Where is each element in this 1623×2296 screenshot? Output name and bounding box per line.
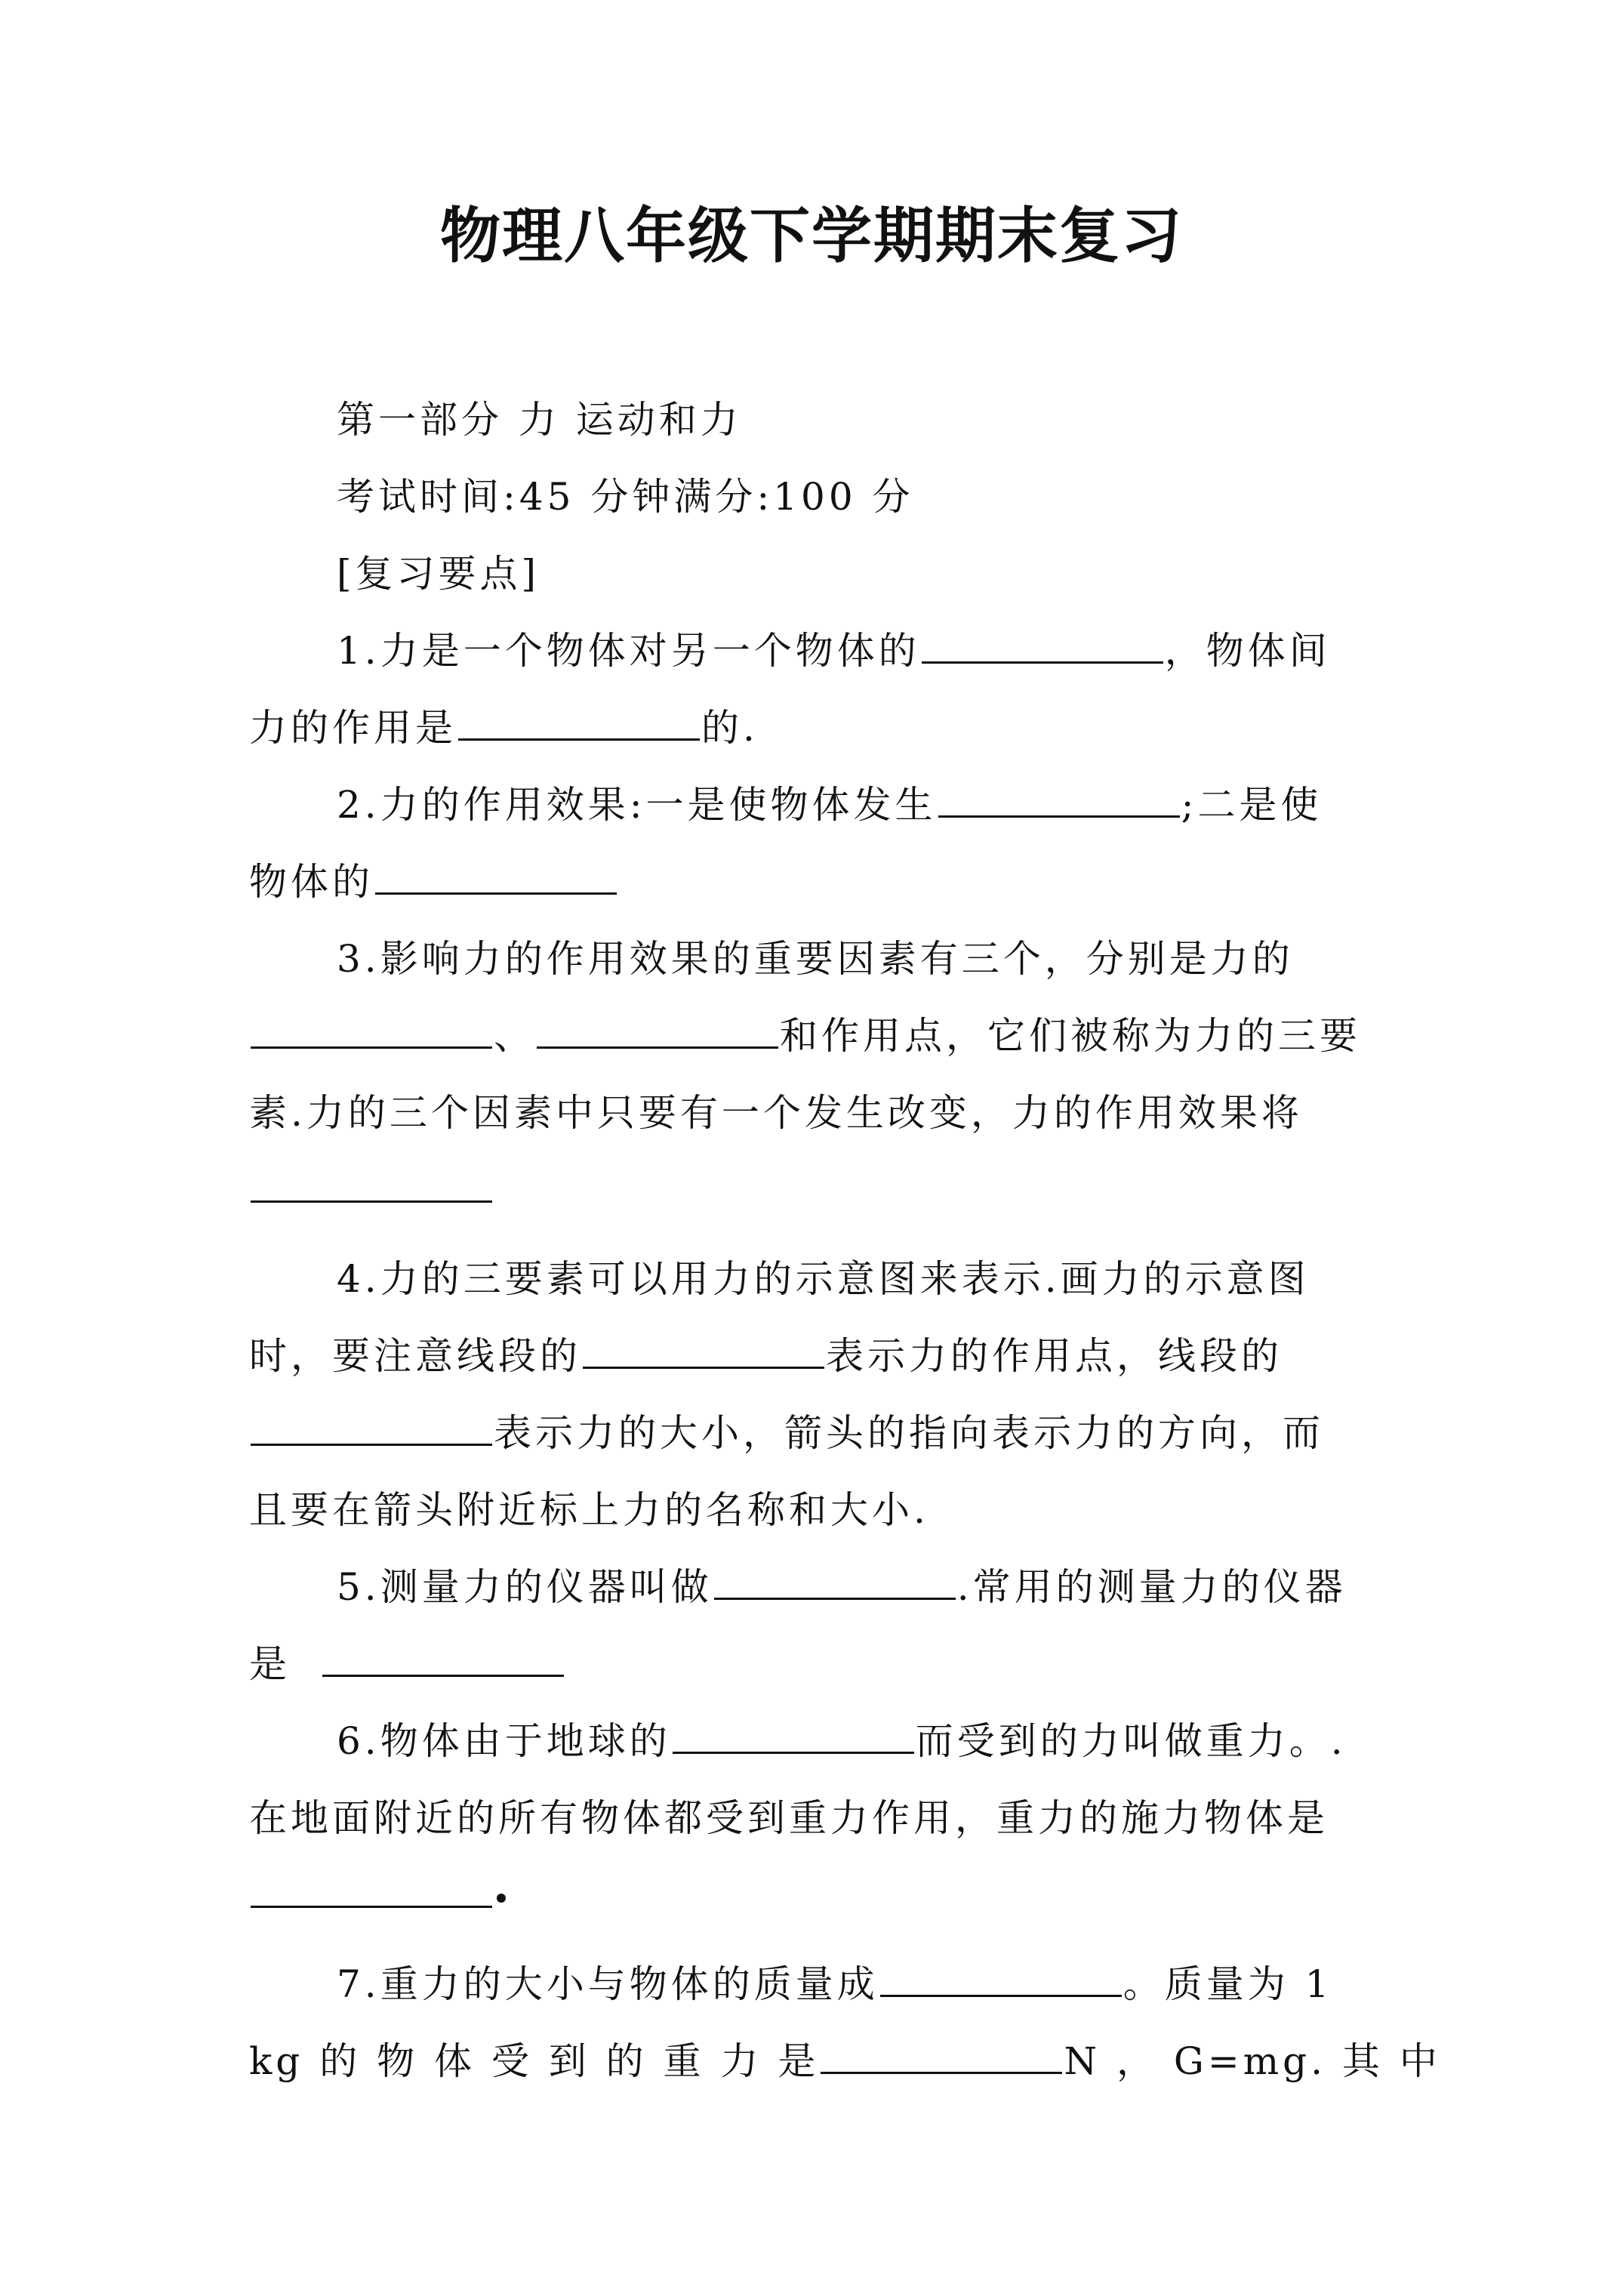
question-3-line-1 — [249, 920, 1389, 997]
question-text: kg 的 物 体 受 到 的 重 力 是 — [249, 2039, 820, 2083]
answer-blank[interactable] — [322, 1667, 564, 1677]
question-4-line-3 — [249, 1395, 1389, 1472]
answer-blank[interactable] — [251, 1193, 492, 1203]
question-7-line-2 — [249, 2023, 1441, 2100]
question-1-line-2 — [249, 689, 1389, 766]
question-text: 1.力是一个物体对另一个物体的 — [337, 629, 920, 673]
question-4-line-2 — [249, 1318, 1389, 1395]
page-title: 物理八年级下学期期末复习 — [440, 200, 1183, 271]
question-3-line-3 — [249, 1074, 1389, 1151]
question-2-line-2 — [249, 843, 1389, 920]
question-text: 6.物体由于地球的 — [337, 1719, 671, 1763]
question-text: 。质量为 1 — [1123, 1962, 1333, 2006]
section-heading: 第一部分 力 运动和力 — [337, 398, 742, 442]
question-text: 3.影响力的作用效果的重要因素有三个，分别是力的 — [337, 937, 1294, 981]
question-text: 力的作用是 — [249, 706, 457, 750]
question-text: 是 — [249, 1642, 291, 1686]
review-points-heading: [复习要点] — [337, 552, 540, 596]
question-text: 4.力的三要素可以用力的示意图来表示.画力的示意图 — [337, 1257, 1310, 1301]
exam-info: 考试时间:45 分钟满分:100 分 — [337, 475, 914, 519]
question-text: 素.力的三个因素中只要有一个发生改变，力的作用效果将 — [249, 1091, 1303, 1135]
question-text: 且要在箭头附近标上力的名称和大小. — [249, 1488, 929, 1532]
question-3-line-4 — [249, 1151, 1389, 1240]
question-text: 、 — [494, 1014, 535, 1058]
answer-blank[interactable] — [251, 1436, 492, 1446]
question-1-line-1 — [249, 612, 1389, 689]
question-text: 的. — [701, 706, 759, 750]
question-text: 表示力的作用点，线段的 — [826, 1334, 1283, 1378]
document-body — [249, 381, 1441, 2100]
answer-blank[interactable] — [251, 1898, 492, 1908]
question-text: 在地面附近的所有物体都受到重力作用，重力的施力物体是 — [249, 1796, 1329, 1840]
question-text: 物体的 — [249, 860, 374, 904]
question-text: 5.测量力的仪器叫做 — [337, 1565, 713, 1609]
question-text: 7.重力的大小与物体的质量成 — [337, 1962, 879, 2006]
question-text: ;二是使 — [1181, 783, 1323, 827]
answer-blank[interactable] — [922, 654, 1163, 664]
question-6-line-2 — [249, 1780, 1389, 1857]
question-text: 和作用点，它们被称为力的三要 — [780, 1014, 1361, 1058]
question-7-line-1 — [249, 1946, 1389, 2023]
answer-blank[interactable] — [673, 1744, 914, 1754]
answer-blank[interactable] — [821, 2064, 1062, 2074]
question-2-line-1 — [249, 766, 1389, 843]
answer-blank[interactable] — [537, 1039, 778, 1049]
answer-blank[interactable] — [458, 731, 700, 741]
question-text: 表示力的大小，箭头的指向表示力的方向，而 — [494, 1411, 1324, 1455]
question-text: 而受到的力叫做重力。. — [915, 1719, 1347, 1763]
question-4-line-4 — [249, 1472, 1389, 1549]
question-6-line-1 — [249, 1703, 1389, 1780]
question-text: .常用的测量力的仪器 — [956, 1565, 1347, 1609]
question-text: ，物体间 — [1164, 629, 1331, 673]
answer-blank[interactable] — [375, 885, 617, 895]
question-4-line-1 — [249, 1240, 1389, 1318]
question-text: 2.力的作用效果:一是使物体发生 — [337, 783, 937, 827]
answer-blank[interactable] — [938, 808, 1180, 818]
answer-blank[interactable] — [251, 1039, 492, 1049]
question-text: 时，要注意线段的 — [249, 1334, 581, 1378]
question-3-line-2 — [249, 997, 1389, 1074]
question-text: N ， G=mg. 其 中 — [1064, 2039, 1441, 2083]
answer-blank[interactable] — [714, 1590, 956, 1600]
question-5-line-1 — [249, 1549, 1389, 1626]
answer-blank[interactable] — [880, 1987, 1122, 1997]
bullet-dot — [497, 1894, 506, 1903]
question-5-line-2 — [249, 1626, 1389, 1703]
answer-blank[interactable] — [583, 1359, 824, 1369]
question-6-line-3 — [249, 1857, 1389, 1946]
